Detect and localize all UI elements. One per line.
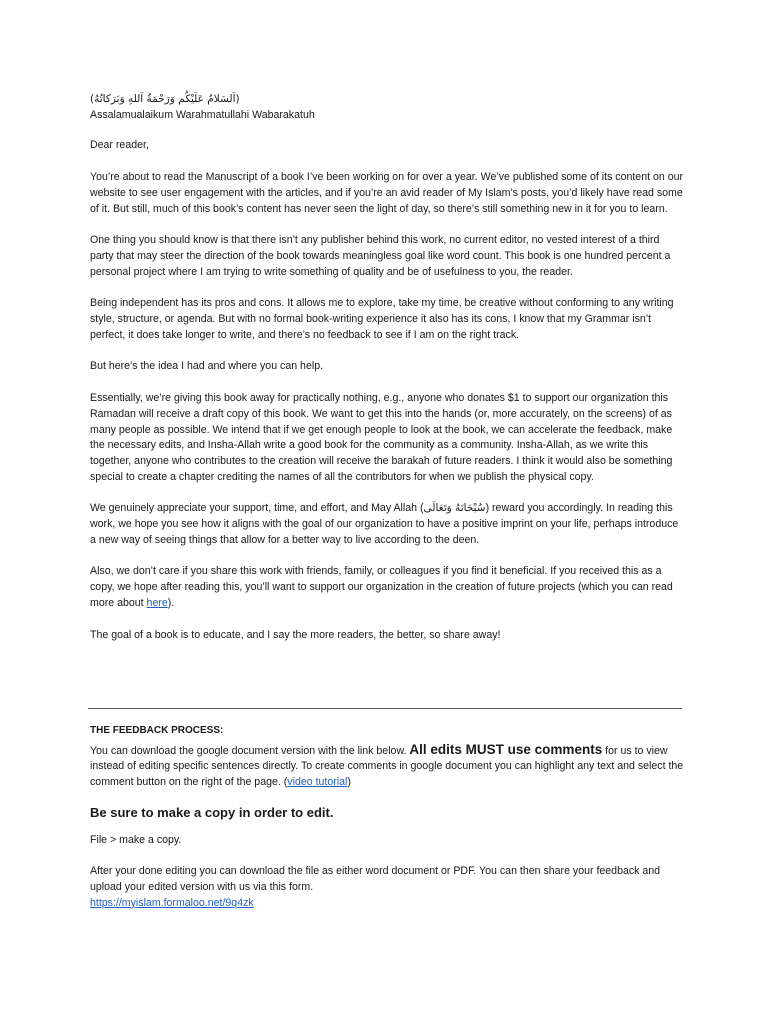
- arabic-honorific: سُبْحَانَهُ وَتَعَالَى: [423, 502, 486, 515]
- paragraph-goal: The goal of a book is to educate, and I say the more readers, the better, so share away!: [90, 628, 501, 641]
- paragraph-donation: Essentially, we’re giving this book away for practically nothing, e.g., anyone who donates $1 to support our organization this Ramadan will receive a draft copy of this book. We want to get this into the hands (or, more accurately, on the screens) of as many people as possible. We intend that if we get enough people to look at the book, we can accelerate the feedback, make the necessary edits, and Insha-Allah write a good book for the community as a community. Insha-Allah, as we write this together, anyone who contributes to the creation will receive the barakah of future readers. I think it would also be something special to create a chapter crediting the names of all the contributors for when we publish the physical copy.: [90, 392, 673, 483]
- arabic-greeting: (اَلسَلامُ عَلَيْكُم وَرَحْمَةُ اَللهِ وَبَرَكاتُهُ): [90, 93, 240, 105]
- feedback-text-end: ): [347, 776, 351, 789]
- feedback-instructions: [90, 742, 684, 791]
- appreciation-text-end: ) reward you accordingly. In reading this work, we hope you see how it aligns with the goal of our organization to have a positive imprint on your life, perhaps introduce a new way of seeing things that allow for a better way to live according to the deen.: [90, 502, 679, 546]
- file-instruction: File > make a copy.: [90, 833, 182, 846]
- sharing-text-end: ).: [167, 596, 175, 609]
- paragraph-intro: You’re about to read the Manuscript of a book I’ve been working on for over a year. We’ve published some of its content on our website to see user engagement with the articles, and if you’re an avid reader of My Islam’s posts, you’d likely have read some of it. But still, much of this book’s content has never seen the light of day, so there’s still something new in it for you to learn.: [90, 171, 684, 215]
- feedback-text-middle: for us to view instead of editing specific sentences directly. To create comments in google document you can highlight any text and select the comment button on the right of the page. (: [90, 744, 684, 789]
- feedback-text-start: You can download the google document version with the link below.: [90, 744, 410, 757]
- comments-emphasis: All edits MUST use comments: [409, 741, 603, 757]
- after-edit-instructions: After your done editing you can download the file as either word document or PDF. You can then share your feedback and upload your edited version with us via this form.: [90, 865, 661, 893]
- letter-body: [90, 92, 684, 643]
- greeting-transliteration: Assalamualaikum Warahmatullahi Wabarakatuh: [90, 108, 315, 121]
- paragraph-independence: One thing you should know is that there isn’t any publisher behind this work, no current editor, no vested interest of a third party that may steer the direction of the book towards meaningless goal like word count. This book is one hundred percent a personal project where I am trying to write something of quality and be of usefulness to you, the reader.: [90, 234, 671, 278]
- paragraph-appreciation: [90, 501, 684, 548]
- feedback-section: [90, 723, 684, 911]
- salutation: Dear reader,: [90, 139, 149, 152]
- feedback-form-link[interactable]: https://myislam.formaloo.net/9q4zk: [90, 896, 254, 909]
- paragraph-pros-cons: Being independent has its pros and cons. It allows me to explore, take my time, be creative without conforming to any writing style, structure, or agenda. But with no formal book-writing experience it also has its cons, I know that my Grammar isn’t perfect, it does take longer to write, and there’s no feedback to see if I am on the right track.: [90, 297, 674, 341]
- video-tutorial-link[interactable]: video tutorial: [287, 776, 348, 789]
- form-link-line: [90, 896, 684, 912]
- make-copy-heading: Be sure to make a copy in order to edit.: [90, 804, 334, 820]
- sharing-text-start: Also, we don’t care if you share this work with friends, family, or colleagues if you find it beneficial. If you received this as a copy, we hope after reading this, you’ll want to support our organization in the creation of future projects (which you can read more about: [90, 565, 673, 609]
- appreciation-text-start: We genuinely appreciate your support, time, and effort, and May Allah (: [90, 502, 424, 515]
- paragraph-sharing: [90, 564, 684, 611]
- paragraph-idea: But here’s the idea I had and where you can help.: [90, 360, 324, 373]
- here-link[interactable]: here: [146, 596, 168, 609]
- feedback-title: THE FEEDBACK PROCESS:: [90, 725, 224, 736]
- section-divider: [88, 708, 682, 709]
